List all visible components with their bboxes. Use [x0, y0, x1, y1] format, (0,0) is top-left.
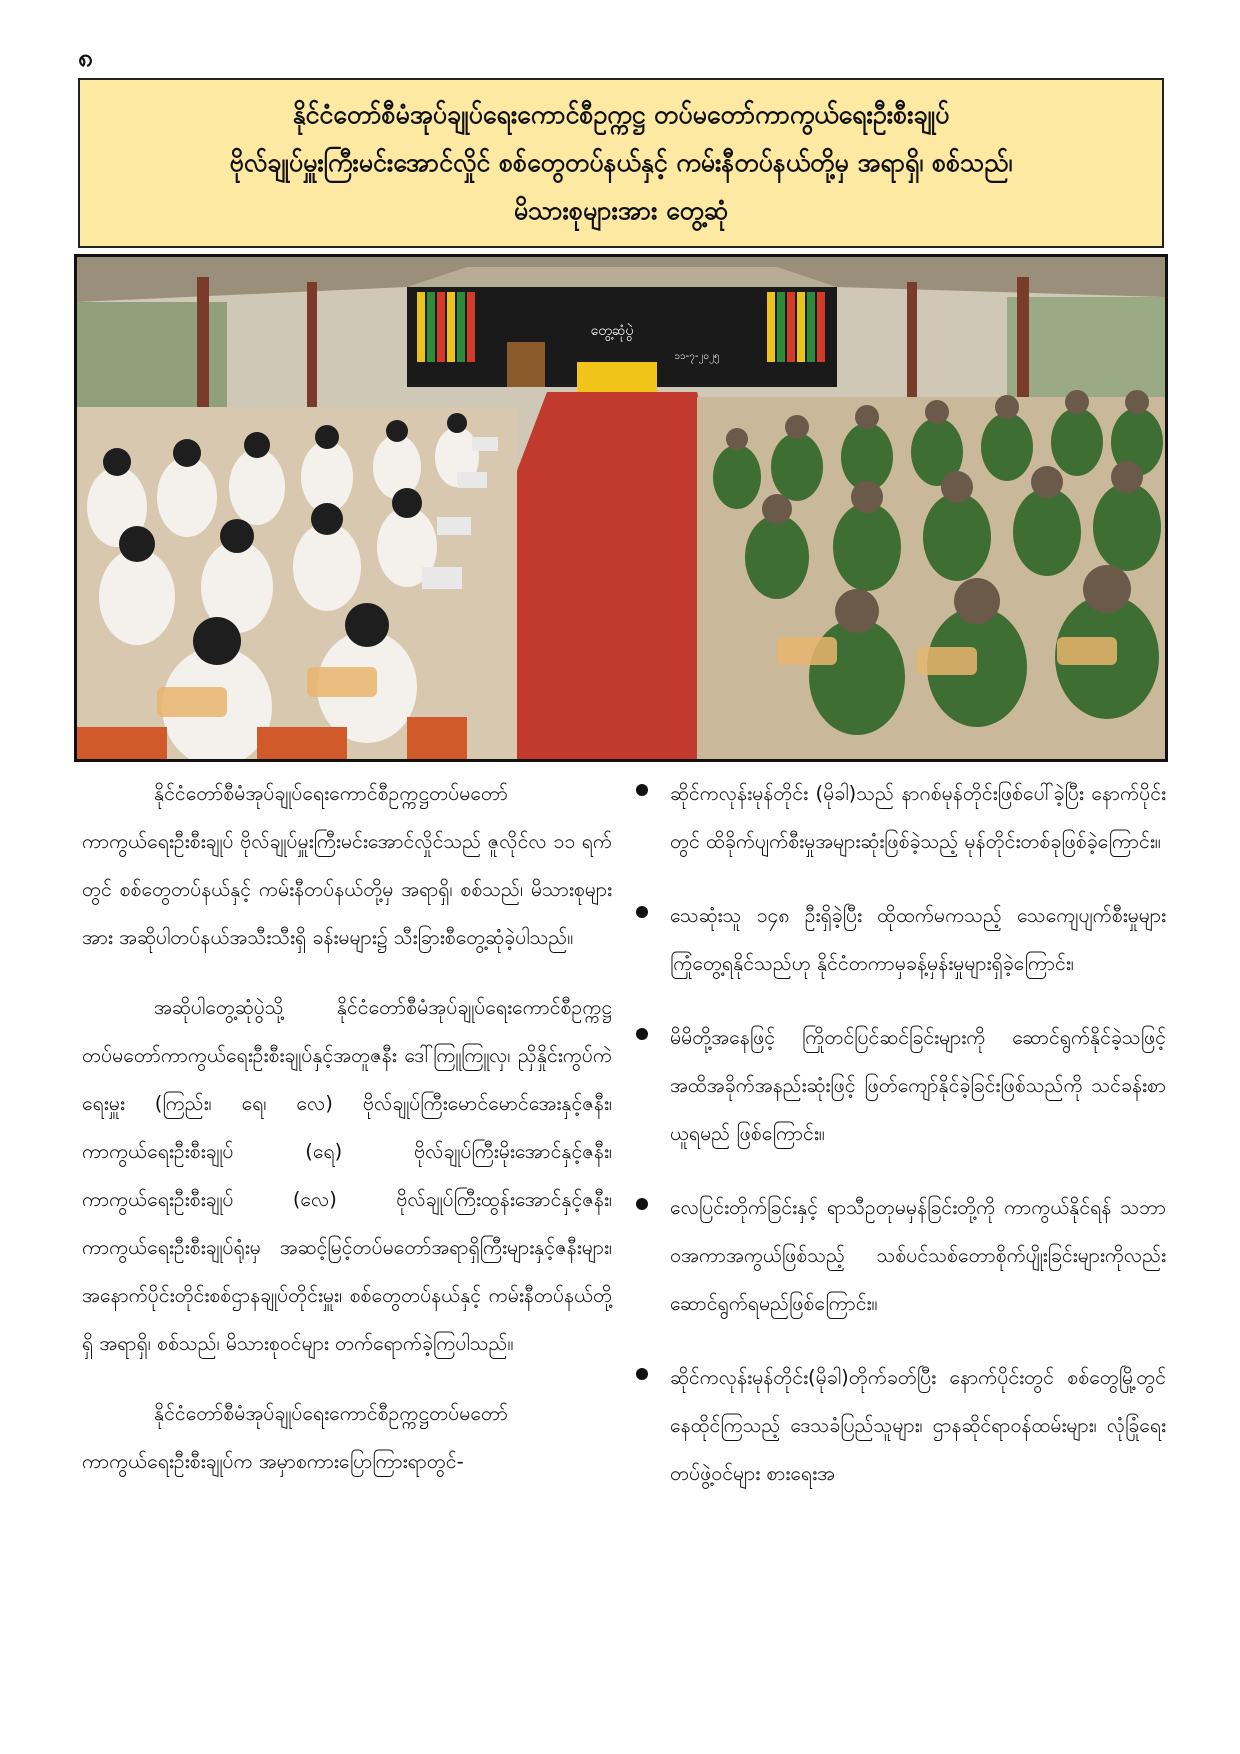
right-audience — [697, 390, 1165, 759]
left-column — [82, 770, 612, 1508]
bullet-item — [628, 1014, 1166, 1158]
headline-line-3: မိသားစုများအား တွေ့ဆုံ — [513, 196, 729, 225]
bullet-text-3: မိမိတို့အနေဖြင့် ကြိုတင်ပြင်ဆင်ခြင်းများကို ဆောင်ရွက်နိုင်ခဲ့သဖြင့် အထိအခိုက်အနည်းဆုံးဖြင့် ဖြတ်ကျော်နိုင်ခဲ့ခြင်းဖြစ်သည်ကို သင်ခန်းစာယူရမည် ဖြစ်ကြောင်း။ — [670, 1026, 1166, 1145]
bullet-icon — [636, 1198, 648, 1210]
headline-line-2: ဗိုလ်ချုပ်မှူးကြီးမင်းအောင်လှိုင် စစ်တွေတပ်နယ်နှင့် ကမ်းနီတပ်နယ်တို့မှ အရာရှိ၊ စစ်သည်၊ — [229, 148, 1013, 177]
meeting-hall-illustration — [77, 257, 1165, 759]
bullet-item — [628, 892, 1166, 988]
page-number: ၈ — [78, 43, 93, 73]
bullet-icon — [636, 784, 648, 796]
body-paragraph-3: နိုင်ငံတော်စီမံအုပ်ချုပ်ရေးကောင်စီဥက္ကဋ္ဌတပ်မတော်ကာကွယ်ရေးဦးစီးချုပ်က အမှာစကားပြောကြားရာတွင်- — [82, 1402, 508, 1473]
headline-box — [78, 78, 1164, 248]
bullet-item — [628, 770, 1166, 866]
bullet-icon — [636, 1368, 648, 1380]
bullet-icon — [636, 906, 648, 918]
bullet-text-2: သေဆုံးသူ ၁၄၈ ဦးရှိခဲ့ပြီး ထိုထက်မကသည့် သေကျေပျက်စီးမှုများ ကြုံတွေ့ရနိုင်သည်ဟု နိုင်ငံတကာမှခန့်မှန်းမှုများရှိခဲ့ကြောင်း၊ — [670, 904, 1166, 975]
body-paragraph-2: အဆိုပါတွေ့ဆုံပွဲသို့ နိုင်ငံတော်စီမံအုပ်ချုပ်ရေးကောင်စီဥက္ကဋ္ဌ တပ်မတော်ကာကွယ်ရေးဦးစီးချုပ်နှင့်အတူဇနီး ဒေါ်ကြူကြူလှ၊ ညှိနှိုင်းကွပ်ကဲရေးမှူး (ကြည်း၊ ရေ၊ လေ) ဗိုလ်ချုပ်ကြီးမောင်မောင်အေးနှင့်ဇနီး၊ ကာကွယ်ရေးဦးစီးချုပ် (ရေ) ဗိုလ်ချုပ်ကြီးမိုးအောင်နှင့်ဇနီး၊ ကာကွယ်ရေးဦးစီးချုပ် (လေ) ဗိုလ်ချုပ်ကြီးထွန်းအောင်နှင့်ဇနီး၊ ကာကွယ်ရေးဦးစီးချုပ်ရုံးမှ အဆင့်မြင့်တပ်မတော်အရာရှိကြီးများနှင့်ဇနီးများ၊ အနောက်ပိုင်းတိုင်းစစ်ဌာနချုပ်တိုင်းမှူး၊ စစ်တွေတပ်နယ်နှင့် ကမ်းနီတပ်နယ်တို့ရှိ အရာရှိ၊ စစ်သည်၊ မိသားစုဝင်များ တက်ရောက်ခဲ့ကြပါသည်။ — [82, 996, 612, 1355]
body-paragraph-1: နိုင်ငံတော်စီမံအုပ်ချုပ်ရေးကောင်စီဥက္ကဋ္ဌတပ်မတော်ကာကွယ်ရေးဦးစီးချုပ် ဗိုလ်ချုပ်မှူးကြီးမင်းအောင်လှိုင်သည် ဇူလိုင်လ ၁၁ ရက်တွင် စစ်တွေတပ်နယ်နှင့် ကမ်းနီတပ်နယ်တို့မှ အရာရှိ၊ စစ်သည်၊ မိသားစုများအား အဆိုပါတပ်နယ်အသီးသီးရှိ ခန်းမများ၌ သီးခြားစီတွေ့ဆုံခဲ့ပါသည်။ — [82, 782, 612, 949]
bullet-icon — [636, 1028, 648, 1040]
bullet-text-4: လေပြင်းတိုက်ခြင်းနှင့် ရာသီဥတုမမှန်ခြင်းတို့ကို ကာကွယ်နိုင်ရန် သဘာဝအကာအကွယ်ဖြစ်သည့် သစ်ပင်သစ်တောစိုက်ပျိုးခြင်းများကိုလည်း ဆောင်ရွက်ရမည်ဖြစ်ကြောင်း။ — [670, 1196, 1166, 1315]
bullet-item — [628, 1354, 1166, 1498]
headline-line-1: နိုင်ငံတော်စီမံအုပ်ချုပ်ရေးကောင်စီဥက္ကဋ္ဌ တပ်မတော်ကာကွယ်ရေးဦးစီးချုပ် — [292, 100, 950, 129]
bullet-item — [628, 1184, 1166, 1328]
banner-title: တွေ့ဆုံပွဲ — [590, 323, 634, 339]
bullet-text-5: ဆိုင်ကလုန်းမုန်တိုင်း(မိုခါ)တိုက်ခတ်ပြီး နောက်ပိုင်းတွင် စစ်တွေမြို့တွင် နေထိုင်ကြသည့် ဒေသခံပြည်သူများ၊ ဌာနဆိုင်ရာဝန်ထမ်းများ၊ လုံခြုံရေးတပ်ဖွဲ့ဝင်များ စားရေးအ — [670, 1366, 1166, 1485]
bullet-text-1: ဆိုင်ကလုန်းမုန်တိုင်း (မိုခါ)သည် နာဂစ်မုန်တိုင်းဖြစ်ပေါ်ခဲ့ပြီး နောက်ပိုင်းတွင် ထိခိုက်ပျက်စီးမှုအများဆုံးဖြစ်ခဲ့သည့် မုန်တိုင်းတစ်ခုဖြစ်ခဲ့ကြောင်း။ — [670, 782, 1166, 853]
banner-date: ၁၁-၇-၂၀၂၅ — [674, 351, 720, 362]
right-column — [628, 770, 1166, 1524]
meeting-hall-photo — [74, 254, 1168, 762]
